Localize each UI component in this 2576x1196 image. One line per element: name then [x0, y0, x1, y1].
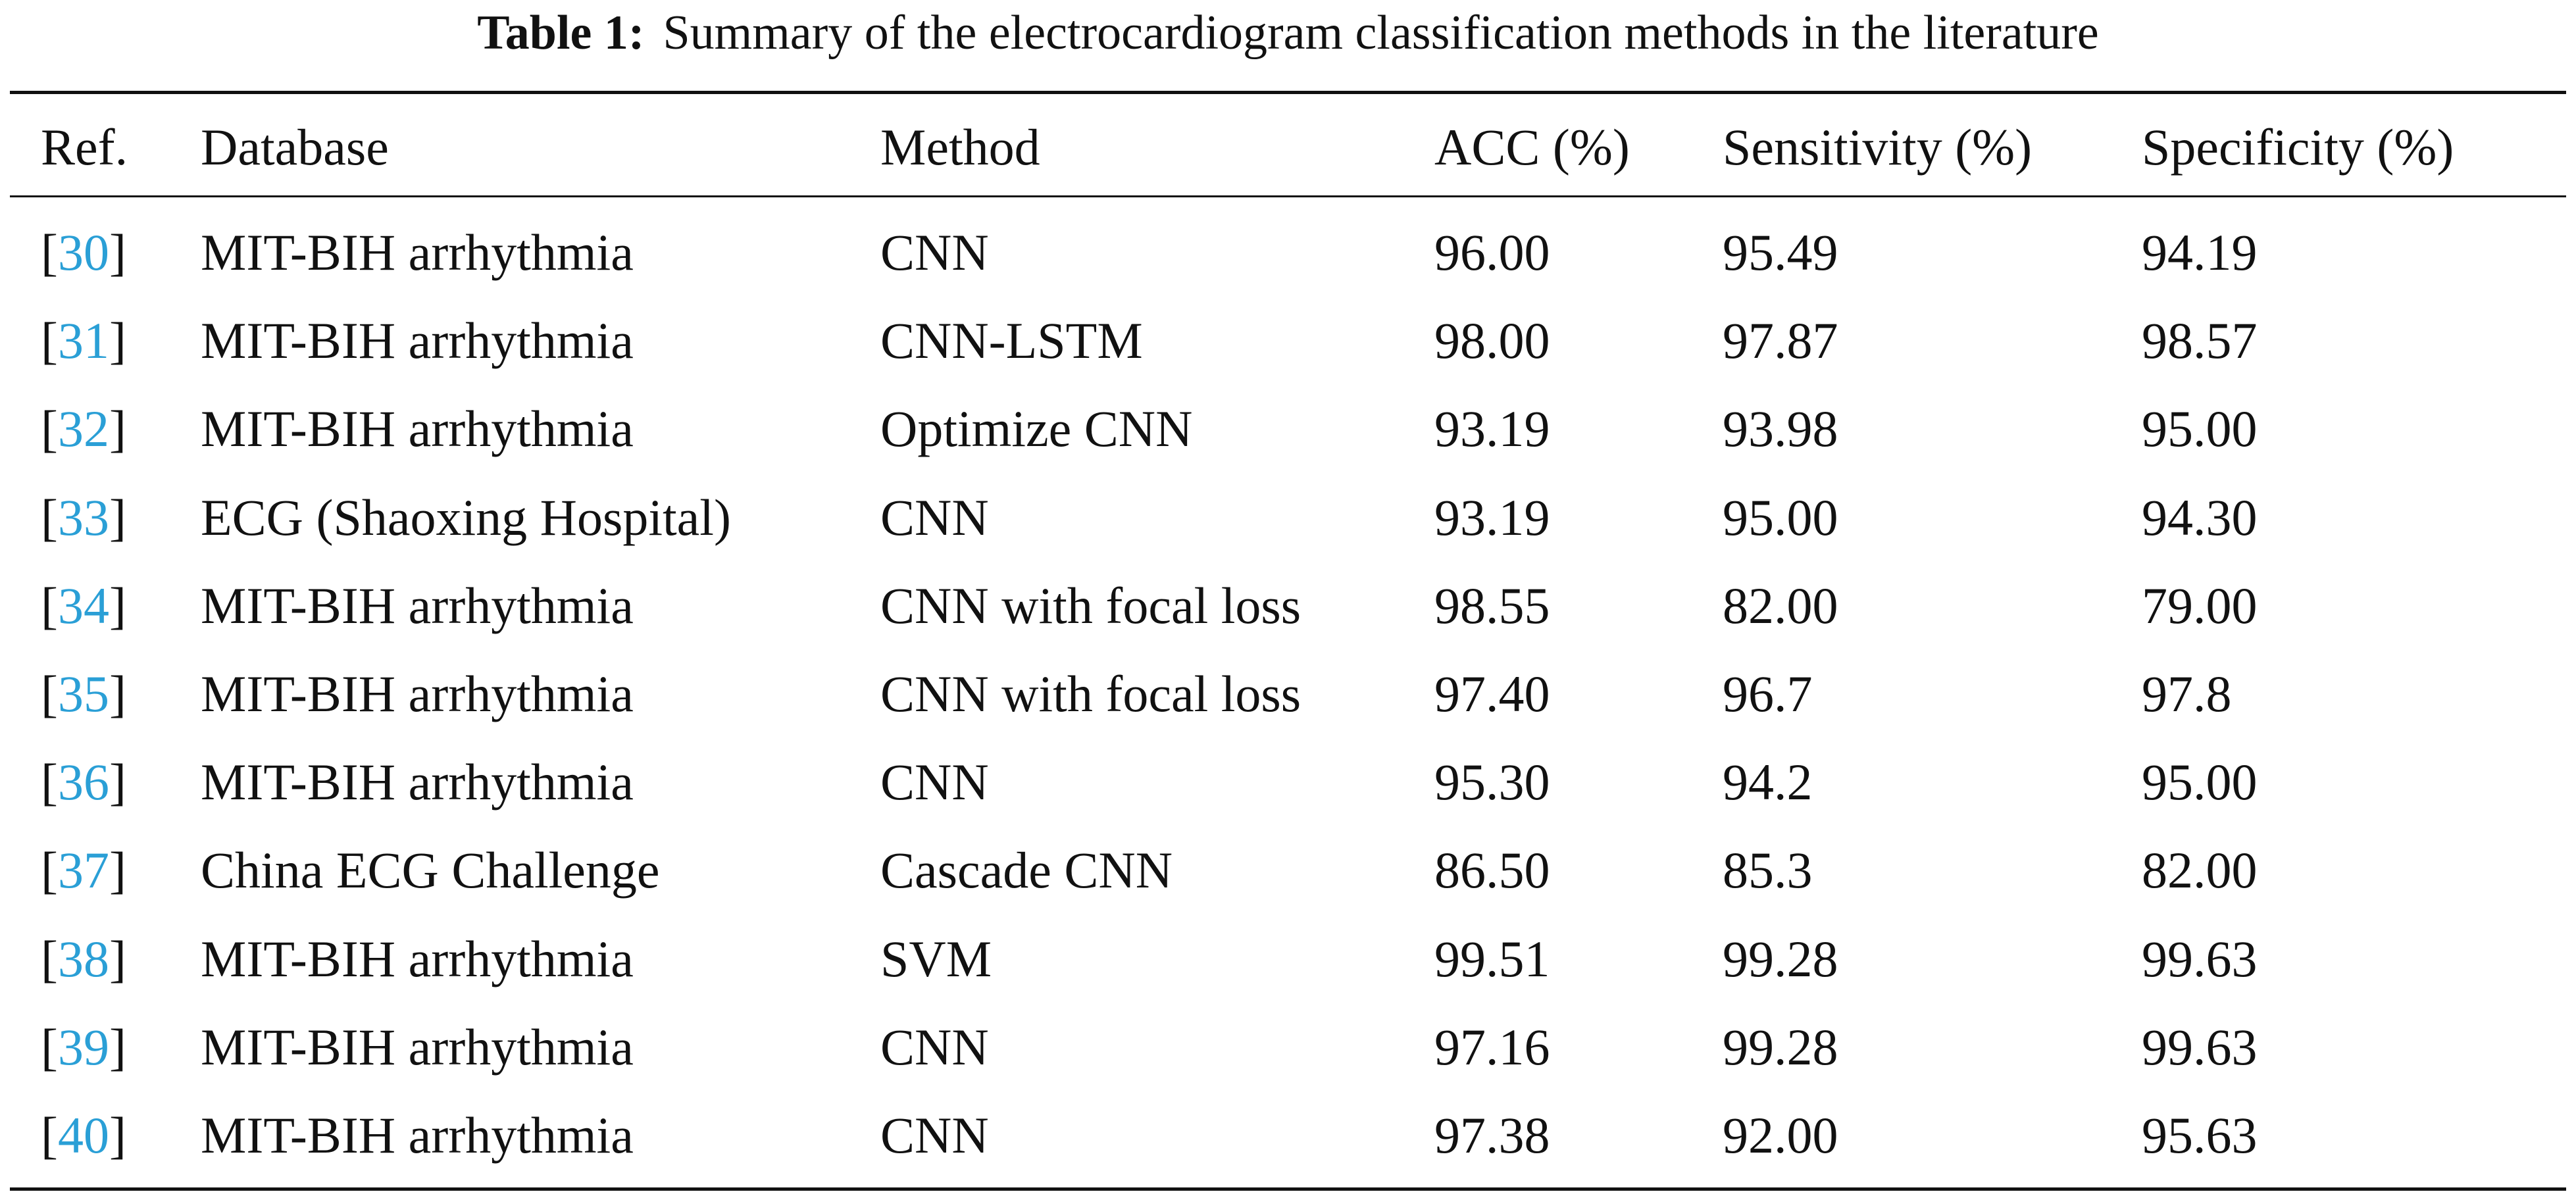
sensitivity-cell: 93.98	[1723, 400, 1838, 457]
sensitivity-cell: 97.87	[1723, 312, 1838, 369]
ref-bracket-open: [	[41, 489, 58, 546]
specificity-cell: 94.30	[2142, 489, 2258, 546]
acc-cell: 96.00	[1434, 224, 1550, 281]
ref-bracket-open: [	[41, 577, 58, 634]
method-cell: CNN	[880, 1018, 989, 1076]
method-cell: CNN-LSTM	[880, 312, 1143, 369]
database-cell: MIT-BIH arrhythmia	[201, 665, 634, 722]
specificity-cell: 95.00	[2142, 753, 2258, 810]
sensitivity-cell: 92.00	[1723, 1107, 1838, 1164]
specificity-cell: 95.63	[2142, 1107, 2258, 1164]
acc-cell: 98.00	[1434, 312, 1550, 369]
acc-cell: 93.19	[1434, 400, 1550, 457]
ref-cell	[41, 400, 126, 457]
acc-cell: 98.55	[1434, 577, 1550, 634]
ref-bracket-open: [	[41, 665, 58, 722]
specificity-cell: 99.63	[2142, 930, 2258, 987]
sensitivity-cell: 99.28	[1723, 930, 1838, 987]
ref-bracket-close: ]	[109, 400, 126, 457]
ref-link[interactable]: 31	[57, 312, 109, 369]
table-caption-text: Summary of the electrocardiogram classification methods in the literature	[663, 5, 2099, 60]
ref-bracket-open: [	[41, 1107, 58, 1164]
sensitivity-cell: 99.28	[1723, 1018, 1838, 1076]
ref-bracket-open: [	[41, 1018, 58, 1076]
method-cell: CNN	[880, 753, 989, 810]
ref-cell	[41, 577, 126, 634]
ref-link[interactable]: 37	[57, 841, 109, 899]
database-cell: MIT-BIH arrhythmia	[201, 930, 634, 987]
ref-bracket-close: ]	[109, 577, 126, 634]
database-cell: MIT-BIH arrhythmia	[201, 400, 634, 457]
ref-bracket-open: [	[41, 224, 58, 281]
database-cell: MIT-BIH arrhythmia	[201, 224, 634, 281]
ref-link[interactable]: 34	[57, 577, 109, 634]
database-cell: MIT-BIH arrhythmia	[201, 753, 634, 810]
specificity-cell: 94.19	[2142, 224, 2258, 281]
ref-bracket-close: ]	[109, 1107, 126, 1164]
database-cell: MIT-BIH arrhythmia	[201, 312, 634, 369]
sensitivity-cell: 95.49	[1723, 224, 1838, 281]
ref-cell	[41, 753, 126, 810]
ref-bracket-open: [	[41, 753, 58, 810]
table-top-rule	[10, 91, 2566, 94]
sensitivity-cell: 94.2	[1723, 753, 1813, 810]
specificity-cell: 99.63	[2142, 1018, 2258, 1076]
database-cell: MIT-BIH arrhythmia	[201, 577, 634, 634]
sensitivity-cell: 82.00	[1723, 577, 1838, 634]
acc-cell: 97.16	[1434, 1018, 1550, 1076]
header-specificity: Specificity (%)	[2142, 118, 2454, 176]
method-cell: SVM	[880, 930, 992, 987]
acc-cell: 95.30	[1434, 753, 1550, 810]
method-cell: Optimize CNN	[880, 400, 1193, 457]
ref-cell	[41, 1107, 126, 1164]
sensitivity-cell: 85.3	[1723, 841, 1813, 899]
acc-cell: 97.40	[1434, 665, 1550, 722]
ref-bracket-close: ]	[109, 930, 126, 987]
acc-cell: 86.50	[1434, 841, 1550, 899]
method-cell: CNN	[880, 1107, 989, 1164]
ref-cell	[41, 930, 126, 987]
ref-cell	[41, 665, 126, 722]
method-cell: CNN with focal loss	[880, 577, 1301, 634]
ref-bracket-close: ]	[109, 753, 126, 810]
ref-link[interactable]: 35	[57, 665, 109, 722]
specificity-cell: 98.57	[2142, 312, 2258, 369]
header-acc: ACC (%)	[1434, 118, 1630, 176]
ref-bracket-close: ]	[109, 841, 126, 899]
acc-cell: 97.38	[1434, 1107, 1550, 1164]
header-method: Method	[880, 118, 1040, 176]
method-cell: CNN	[880, 489, 989, 546]
table-caption-label: Table 1:	[477, 5, 645, 60]
ref-link[interactable]: 38	[57, 930, 109, 987]
ref-cell	[41, 224, 126, 281]
method-cell: CNN	[880, 224, 989, 281]
header-database: Database	[201, 118, 389, 176]
specificity-cell: 95.00	[2142, 400, 2258, 457]
ref-cell	[41, 841, 126, 899]
ref-cell	[41, 489, 126, 546]
database-cell: MIT-BIH arrhythmia	[201, 1018, 634, 1076]
ref-link[interactable]: 39	[57, 1018, 109, 1076]
ref-bracket-open: [	[41, 930, 58, 987]
ref-link[interactable]: 40	[57, 1107, 109, 1164]
method-cell: Cascade CNN	[880, 841, 1173, 899]
ref-bracket-open: [	[41, 312, 58, 369]
database-cell: ECG (Shaoxing Hospital)	[201, 489, 731, 546]
ref-cell	[41, 1018, 126, 1076]
ref-cell	[41, 312, 126, 369]
ref-bracket-close: ]	[109, 489, 126, 546]
ref-link[interactable]: 30	[57, 224, 109, 281]
ref-link[interactable]: 32	[57, 400, 109, 457]
sensitivity-cell: 96.7	[1723, 665, 1813, 722]
method-cell: CNN with focal loss	[880, 665, 1301, 722]
acc-cell: 93.19	[1434, 489, 1550, 546]
acc-cell: 99.51	[1434, 930, 1550, 987]
sensitivity-cell: 95.00	[1723, 489, 1838, 546]
ref-bracket-open: [	[41, 400, 58, 457]
ref-bracket-open: [	[41, 841, 58, 899]
header-ref: Ref.	[41, 118, 128, 176]
ref-bracket-close: ]	[109, 1018, 126, 1076]
table-header-rule	[10, 195, 2566, 197]
specificity-cell: 79.00	[2142, 577, 2258, 634]
database-cell: MIT-BIH arrhythmia	[201, 1107, 634, 1164]
header-sensitivity: Sensitivity (%)	[1723, 118, 2033, 176]
table-bottom-rule	[10, 1187, 2566, 1191]
table-caption	[0, 0, 2576, 66]
ref-link[interactable]: 36	[57, 753, 109, 810]
specificity-cell: 97.8	[2142, 665, 2232, 722]
ref-bracket-close: ]	[109, 665, 126, 722]
specificity-cell: 82.00	[2142, 841, 2258, 899]
database-cell: China ECG Challenge	[201, 841, 660, 899]
ref-bracket-close: ]	[109, 224, 126, 281]
ref-link[interactable]: 33	[57, 489, 109, 546]
ref-bracket-close: ]	[109, 312, 126, 369]
